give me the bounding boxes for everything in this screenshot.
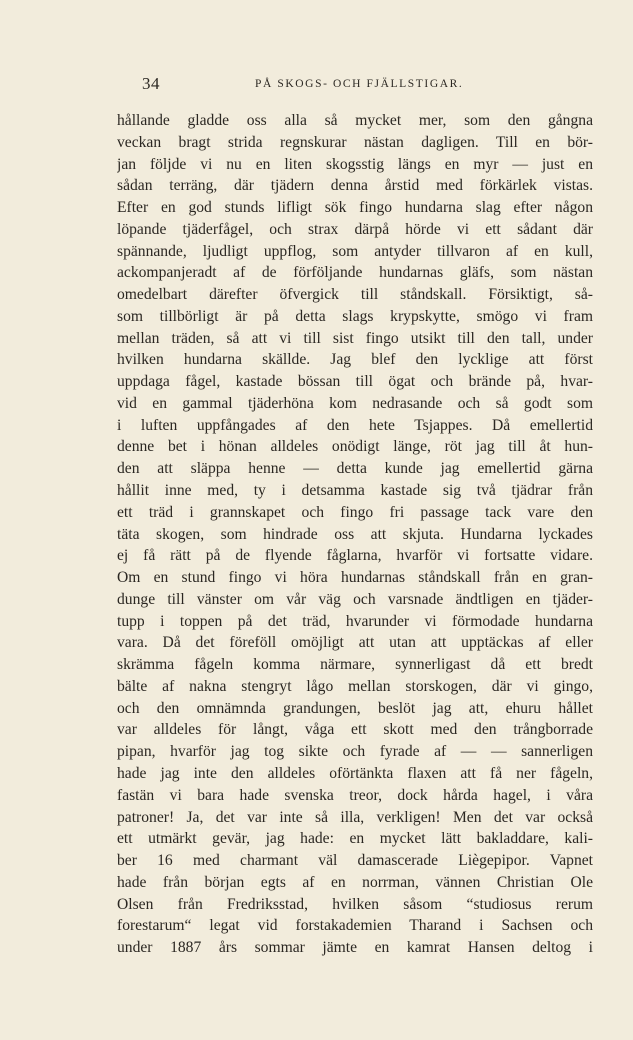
text-line: jan följde vi nu en liten skogsstig längs en myr — just en <box>117 155 593 173</box>
text-line: ber 16 med charmant väl damascerade Liègepipor. Vapnet <box>117 852 593 870</box>
text-line: i luften uppfångades af den hete Tsjappes. Då emellertid <box>117 416 593 434</box>
text-line: ett utmärkt gevär, jag hade: en mycket lätt bakladdare, kali- <box>117 830 593 848</box>
page-header <box>142 74 602 96</box>
text-line: hade från början egts af en norrman, vännen Christian Ole <box>117 873 593 891</box>
text-line: och den omnämnda grandungen, beslöt jag att, ehuru hållet <box>117 699 593 717</box>
text-line: fastän vi bara hade svenska treor, dock hårda hagel, i våra <box>117 786 593 804</box>
text-line: under 1887 års sommar jämte en kamrat Hansen deltog i <box>117 939 593 957</box>
text-line: mellan träden, så att vi till sist fingo utsikt till den tall, under <box>117 329 593 347</box>
page-number: 34 <box>142 74 160 93</box>
body-text <box>117 110 593 959</box>
text-line: täta skogen, som hindrade oss att skjuta. Hundarna lyckades <box>117 525 593 543</box>
text-line: Efter en god stunds lifligt sök fingo hundarna slag efter någon <box>117 199 593 217</box>
text-line: tupp i toppen på det träd, hvarunder vi förmodade hundarna <box>117 612 593 630</box>
text-line: vid en gammal tjäderhöna kom nedrasande och så godt som <box>117 394 593 412</box>
text-line: ej få rätt på de flyende fåglarna, hvarför vi fortsatte vidare. <box>117 547 593 565</box>
text-line: löpande tjäderfågel, och strax därpå hörde vi ett sådant där <box>117 220 593 238</box>
text-line: omedelbart därefter öfvergick till ståndskall. Försiktigt, så- <box>117 286 593 304</box>
text-line: som tillbörligt är på detta slags krypskytte, smögo vi fram <box>117 307 593 325</box>
text-line: dunge till vänster om vår väg och varsnade ändtligen en tjäder- <box>117 590 593 608</box>
text-line: pipan, hvarför jag tog sikte och fyrade af — — sannerligen <box>117 743 593 761</box>
text-line: skrämma fågeln komma närmare, synnerligast då ett bredt <box>117 656 593 674</box>
text-line: uppdaga fågel, kastade bössan till ögat och brände på, hvar- <box>117 373 593 391</box>
text-line: vara. Då det föreföll omöjligt att utan att upptäckas af eller <box>117 634 593 652</box>
text-line: ett träd i grannskapet och fingo fri passage tack vare den <box>117 503 593 521</box>
text-line: den att släppa henne — detta kunde jag emellertid gärna <box>117 460 593 478</box>
text-line: sådan terräng, där tjädern denna årstid med förkärlek vistas. <box>117 177 593 195</box>
text-line: patroner! Ja, det var inte så illa, verkligen! Men det var också <box>117 808 593 826</box>
text-line: hållande gladde oss alla så mycket mer, som den gångna <box>117 112 593 129</box>
text-line: veckan bragt strida regnskurar nästan dagligen. Till en bör- <box>117 133 593 151</box>
text-line: hållit inne med, ty i detsamma kastade sig två tjädrar från <box>117 482 593 500</box>
text-line: Om en stund fingo vi höra hundarnas ståndskall från en gran- <box>117 569 593 587</box>
text-line: hvilken hundarna skällde. Jag blef den lycklige att först <box>117 351 593 369</box>
text-line: denne bet i hönan alldeles onödigt länge, röt jag till åt hun- <box>117 438 593 456</box>
text-line: forestarum“ legat vid forstakademien Tharand i Sachsen och <box>117 917 593 935</box>
text-line: ackompanjeradt af de förföljande hundarnas gläfs, som nästan <box>117 264 593 282</box>
text-line: Olsen från Fredriksstad, hvilken såsom “studiosus rerum <box>117 895 593 913</box>
text-line: bälte af nakna stengryt lågo mellan storskogen, där vi gingo, <box>117 677 593 695</box>
running-head: PÅ SKOGS- OCH FJÄLLSTIGAR. <box>255 78 464 90</box>
text-line: hade jag inte den alldeles oförtänkta flaxen att få ner fågeln, <box>117 764 593 782</box>
text-line: spännande, ljudligt uppflog, som antyder tillvaron af en kull, <box>117 242 593 260</box>
text-line: var alldeles för långt, våga ett skott med den trångborrade <box>117 721 593 739</box>
